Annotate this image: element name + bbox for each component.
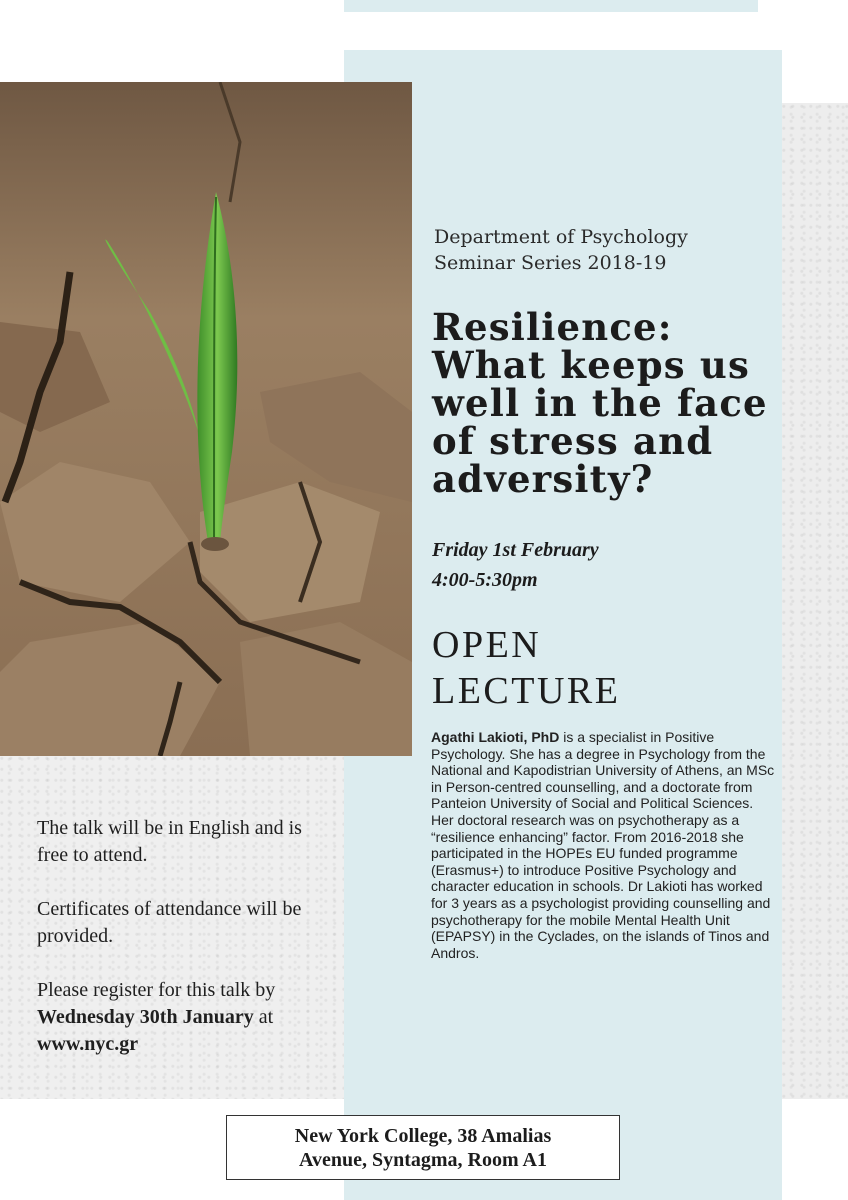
certificate-note: Certificates of attendance will be provided. xyxy=(37,898,302,947)
speaker-bio xyxy=(431,729,777,961)
attendance-info xyxy=(37,815,337,1085)
venue-line-1: New York College, 38 Amalias xyxy=(294,1124,552,1147)
department-name: Department of Psychology xyxy=(434,226,688,248)
event-date: Friday 1st February xyxy=(432,539,599,561)
title-line-2: What keeps us xyxy=(432,343,751,387)
open-lecture-label xyxy=(432,622,762,714)
speaker-name: Agathi Lakioti, PhD xyxy=(431,729,560,745)
title-line-4: of stress and xyxy=(432,419,714,463)
register-url: www.nyc.gr xyxy=(37,1033,139,1055)
open-label: OPEN xyxy=(432,624,542,666)
bio-text: is a specialist in Positive Psychology. She has a degree in Psychology from the National and Kapodistrian University of Athens, an MSc in Person-centred counselling, and a doctorate from Panteion University of Social and Political Sciences. Her doctoral research was on psychotherapy as a “resilience enhancing” factor. From 2016-2018 she participated in the HOPEs EU funded programme (Erasmus+) to introduce Positive Psychology and character education in schools. Dr Lakioti has worked for 3 years as a psychologist providing counselling and psychotherapy for the mobile Mental Health Unit (EPAPSY) in the Cyclades, on the islands of Tinos and Andros. xyxy=(431,729,775,961)
language-note: The talk will be in English and is free to attend. xyxy=(37,817,302,866)
department-header xyxy=(434,224,764,276)
title-line-5: adversity? xyxy=(432,457,654,501)
paper-texture-right xyxy=(782,103,848,1099)
register-prefix: Please register for this talk by xyxy=(37,979,276,1001)
register-mid: at xyxy=(253,1006,274,1028)
title-line-3: well in the face xyxy=(432,381,768,425)
venue-line-2: Avenue, Syntagma, Room A1 xyxy=(299,1148,547,1171)
registration-note xyxy=(37,977,337,1058)
venue-box xyxy=(226,1115,620,1180)
lecture-label: LECTURE xyxy=(432,670,621,712)
lecture-title xyxy=(432,305,782,501)
seminar-series: Seminar Series 2018-19 xyxy=(434,252,667,274)
event-datetime xyxy=(432,535,762,595)
register-deadline: Wednesday 30th January xyxy=(37,1006,254,1028)
event-time: 4:00-5:30pm xyxy=(432,569,538,591)
top-accent-strip xyxy=(344,0,758,12)
title-line-1: Resilience: xyxy=(432,305,673,349)
seedling-photo xyxy=(0,82,412,756)
